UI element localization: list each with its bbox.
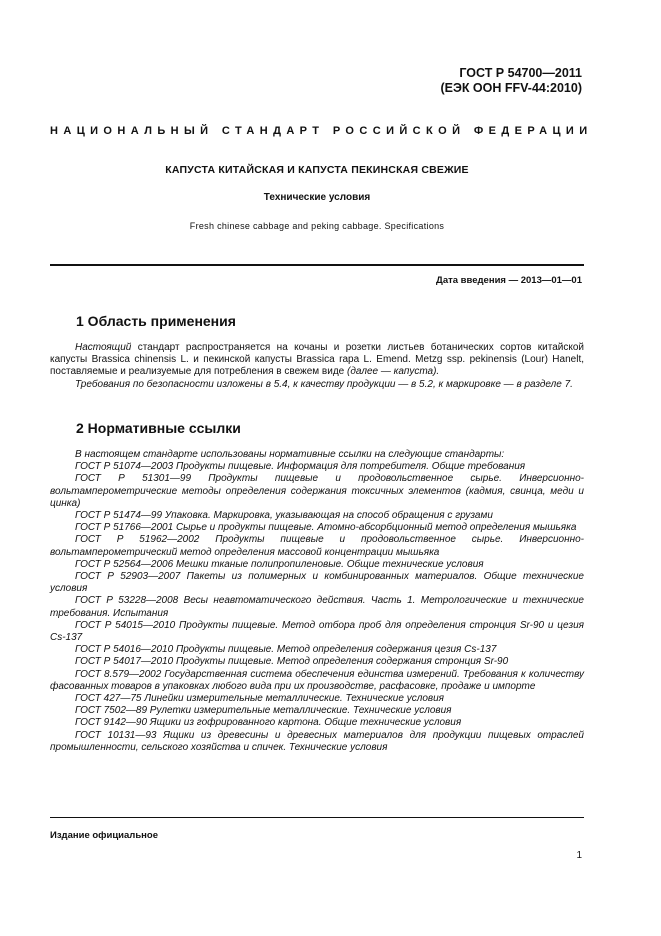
- reference-item: ГОСТ Р 51074—2003 Продукты пищевые. Информация для потребителя. Общие требования: [75, 461, 526, 473]
- official-edition-note: Издание официальное: [50, 830, 158, 841]
- section-1-body: [50, 342, 584, 391]
- document-subtitle: Технические условия: [263, 192, 371, 203]
- reference-item: ГОСТ 427—75 Линейки измерительные металлические. Технические условия: [75, 693, 445, 705]
- scope-tail: (далее — капуста).: [347, 366, 440, 378]
- introduction-date: Дата введения — 2013—01—01: [436, 275, 582, 286]
- reference-item: ГОСТ Р 51766—2001 Сырье и продукты пищевые. Атомно-абсорбционный метод определения мышьяка: [75, 522, 577, 534]
- reference-item: ГОСТ Р 54017—2010 Продукты пищевые. Метод определения содержания стронция Sr-90: [75, 656, 509, 668]
- reference-item: ГОСТ 7502—89 Рулетки измерительные металлические. Технические условия: [75, 705, 452, 717]
- requirements-paragraph: Требования по безопасности изложены в 5.4, к качеству продукции — в 5.2, к маркировке — в разделе 7.: [75, 378, 573, 390]
- section-2-heading: 2 Нормативные ссылки: [76, 420, 241, 436]
- reference-item: ГОСТ Р 52564—2006 Мешки тканые полипропиленовые. Общие технические условия: [75, 558, 484, 570]
- reference-item: ГОСТ Р 54016—2010 Продукты пищевые. Метод определения содержания цезия Cs-137: [75, 644, 497, 656]
- ece-number: (ЕЭК ООН FFV-44:2010): [440, 81, 582, 95]
- document-title: КАПУСТА КИТАЙСКАЯ И КАПУСТА ПЕКИНСКАЯ СВЕЖИЕ: [165, 164, 469, 176]
- standard-number: ГОСТ Р 54700—2011: [459, 66, 582, 80]
- reference-item: ГОСТ 9142—90 Ящики из гофрированного картона. Общие технические условия: [75, 717, 462, 729]
- scope-paragraph: [50, 342, 584, 379]
- reference-item: ГОСТ Р 52903—2007 Пакеты из полимерных и комбинированных материалов. Общие технические условия: [50, 571, 584, 595]
- section-2-body: [50, 449, 584, 754]
- reference-item: ГОСТ 8.579—2002 Государственная система обеспечения единства измерений. Требования к количеству фасованных товаров в упаковках любого вида при их производстве, расфасовке, продаже и импорте: [50, 668, 584, 692]
- national-standard-banner: НАЦИОНАЛЬНЫЙ СТАНДАРТ РОССИЙСКОЙ ФЕДЕРАЦИИ: [50, 125, 593, 137]
- reference-item: ГОСТ Р 51301—99 Продукты пищевые и продовольственное сырье. Инверсионно-вольтамперометрические методы определения содержания токсичных элементов (кадмия, свинца, меди и цинка): [50, 473, 584, 509]
- reference-item: ГОСТ Р 53228—2008 Весы неавтоматического действия. Часть 1. Метрологические и технические требования. Испытания: [50, 595, 584, 619]
- section-1-heading: 1 Область применения: [76, 313, 236, 329]
- reference-item: ГОСТ 10131—93 Ящики из древесины и древесных материалов для продукции пищевых отраслей промышленности, сельского хозяйства и спичек. Технические условия: [50, 729, 584, 753]
- title-divider: [50, 264, 584, 266]
- scope-lead: Настоящий: [75, 342, 132, 353]
- standard-number-block: [440, 66, 582, 96]
- footer-divider: [50, 817, 584, 818]
- references-intro: В настоящем стандарте использованы нормативные ссылки на следующие стандарты:: [75, 449, 505, 460]
- reference-item: ГОСТ Р 51962—2002 Продукты пищевые и продовольственное сырье. Инверсионно-вольтамперометрический метод определения массовой концентрации мышьяка: [50, 534, 584, 558]
- page-number: 1: [576, 850, 582, 861]
- scope-text: стандарт распространяется на кочаны и розетки листьев ботанических сортов китайской капусты Brassica chinensis L. и пекинской капусты Brassica rapa L. Emend. Metzg ssp. pekinensis (Lour) Hanelt, поставляемые и реализуемые для потребления в свежем виде: [50, 342, 584, 378]
- reference-item: ГОСТ Р 51474—99 Упаковка. Маркировка, указывающая на способ обращения с грузами: [75, 510, 493, 522]
- english-title: Fresh chinese cabbage and peking cabbage. Specifications: [189, 221, 445, 231]
- reference-item: ГОСТ Р 54015—2010 Продукты пищевые. Метод отбора проб для определения стронция Sr-90 и цезия Cs-137: [50, 619, 584, 644]
